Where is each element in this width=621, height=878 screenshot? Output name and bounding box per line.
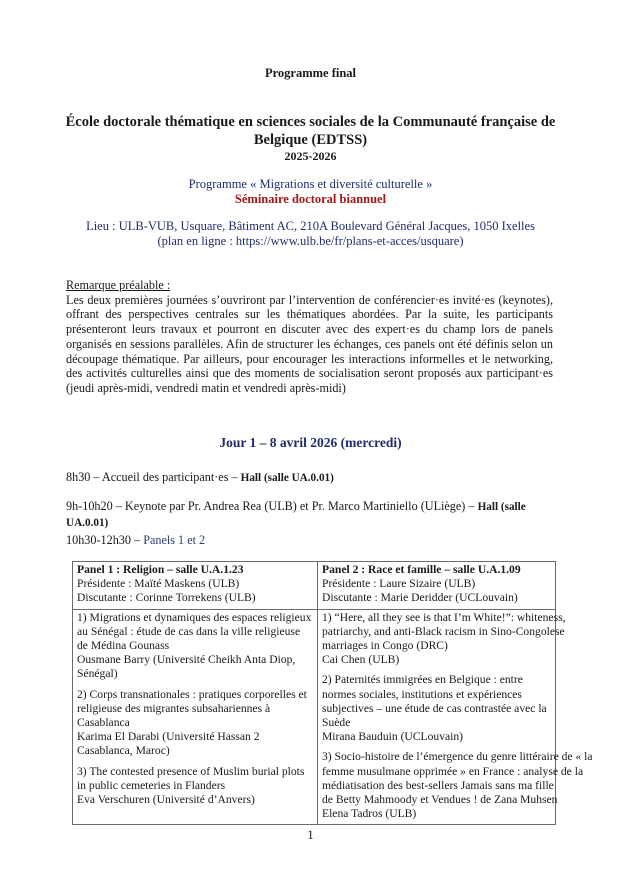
panel-discussant: Discutante : Corinne Torrekens (ULB) [77, 591, 256, 605]
talk-title-line: médiatisation des best-sellers Jamais sans ma fille [322, 778, 554, 792]
panels-link[interactable]: Panels 1 et 2 [143, 533, 206, 547]
schedule-text: 10h30-12h30 – [66, 533, 144, 547]
talk-title: 2) Paternités immigrées en Belgique : entre normes sociales, institutions et expériences subjectives – une étude de cas contrastée avec la Suède [322, 673, 547, 730]
remark-section [66, 278, 553, 396]
talk-item [322, 610, 566, 668]
talk-item [77, 765, 313, 808]
panel-header-row [73, 562, 556, 610]
program-name: Programme « Migrations et diversité culturelle » [188, 177, 433, 191]
talk-title-line: 3) Socio-histoire de l’émergence du genre littéraire de « la [322, 750, 593, 764]
talk-author: Eva Verschuren (Université d’Anvers) [77, 793, 255, 807]
schedule-text: 8h30 – Accueil des participant·es – [66, 470, 241, 484]
talk-author: Mirana Bauduin (UCLouvain) [322, 730, 464, 744]
talk-title-line: marriages in Congo (DRC) [322, 639, 448, 653]
day-1-title: Jour 1 – 8 avril 2026 (mercredi) [219, 435, 402, 450]
panel-president: Présidente : Maïté Maskens (ULB) [77, 577, 240, 591]
panel-2-talks [318, 609, 593, 825]
panel-title: Panel 2 : Race et famille – salle U.A.1.09 [322, 563, 521, 576]
panel-president: Présidente : Laure Sizaire (ULB) [322, 577, 476, 591]
school-title: École doctorale thématique en sciences sociales de la Communauté française de Belgique (EDTSS) [65, 114, 556, 148]
school-title-block [40, 113, 581, 163]
panel-title: Panel 1 : Religion – salle U.A.1.23 [77, 563, 244, 576]
talk-author: Cai Chen (ULB) [322, 653, 400, 667]
talk-title-line: patriarchy, and anti-Black racism in Sino-Congolese [322, 624, 565, 638]
talk-author: Elena Tadros (ULB) [322, 807, 417, 821]
schedule-location: Hall (salle UA.0.01) [240, 472, 334, 484]
talk-title: 3) The contested presence of Muslim burial plots in public cemeteries in Flanders [77, 764, 305, 792]
program-block [0, 177, 621, 207]
schedule-location: Hall (salle UA.0.01) [66, 501, 526, 529]
remark-title: Remarque préalable : [66, 278, 171, 292]
panel-talks-row [73, 609, 556, 825]
remark-body: Les deux premières journées s’ouvriront par l’intervention de conférencier·es invité·es (keynotes), offrant des perspectives centrales sur les thématiques abordées. Par la suite, les participants présenteront leurs travaux et pourront en discuter avec des expert·es du champ lors de panels organisés en sessions parallèles. Afin de structurer les échanges, ces panels ont été définis selon un découpage thématique. Par ailleurs, pour encourager les interactions informelles et le networking, des activités culturelles ainsi que des moments de socialisation seront proposés aux participant·es (jeudi après-midi, vendredi matin et vendredi après-midi) [66, 292, 553, 395]
location-address: Lieu : ULB-VUB, Usquare, Bâtiment AC, 210A Boulevard Général Jacques, 1050 Ixelles [86, 219, 535, 233]
panel-discussant: Discutante : Marie Deridder (UCLouvain) [322, 591, 518, 605]
academic-years: 2025-2026 [284, 149, 337, 163]
seminar-label: Séminaire doctoral biannuel [234, 192, 387, 206]
schedule-item [66, 533, 556, 548]
talk-title: 1) Migrations et dynamiques des espaces religieux au Sénégal : étude de cas dans la ville religieuse de Médina Gounass [77, 610, 312, 653]
talk-item [77, 688, 313, 759]
programme-final-heading: Programme final [264, 66, 357, 80]
talk-item [77, 611, 313, 682]
location-online-link[interactable]: (plan en ligne : https://www.ulb.be/fr/plans-et-acces/usquare) [157, 234, 464, 248]
panel-1-talks [73, 609, 318, 825]
talk-item [322, 673, 551, 744]
talk-author: Ousmane Barry (Université Cheikh Anta Diop, Sénégal) [77, 653, 296, 681]
talk-title-line: femme musulmane opprimée » en France : analyse de la [322, 764, 584, 778]
schedule-text: 9h-10h20 – Keynote par Pr. Andrea Rea (ULB) et Pr. Marco Martiniello (ULiège) – [66, 499, 478, 513]
talk-title: 2) Corps transnationales : pratiques corporelles et religieuse des migrantes subsahariennes à Casablanca [77, 687, 307, 730]
schedule-item [66, 470, 556, 486]
talk-title-line: 1) “Here, all they see is that I’m White!”: whiteness, [322, 610, 566, 624]
panels-table [72, 561, 593, 825]
page-number: 1 [307, 828, 314, 842]
panel-2-header [318, 562, 556, 610]
schedule-item [66, 499, 556, 530]
talk-item [322, 750, 593, 821]
talk-author: Karima El Darabi (Université Hassan 2 Casablanca, Maroc) [77, 730, 260, 758]
talk-title-line: de Betty Mahmoody et Vendues ! de Zana Muhsen [322, 793, 558, 807]
location-block [0, 219, 621, 249]
panel-1-header [73, 562, 318, 610]
